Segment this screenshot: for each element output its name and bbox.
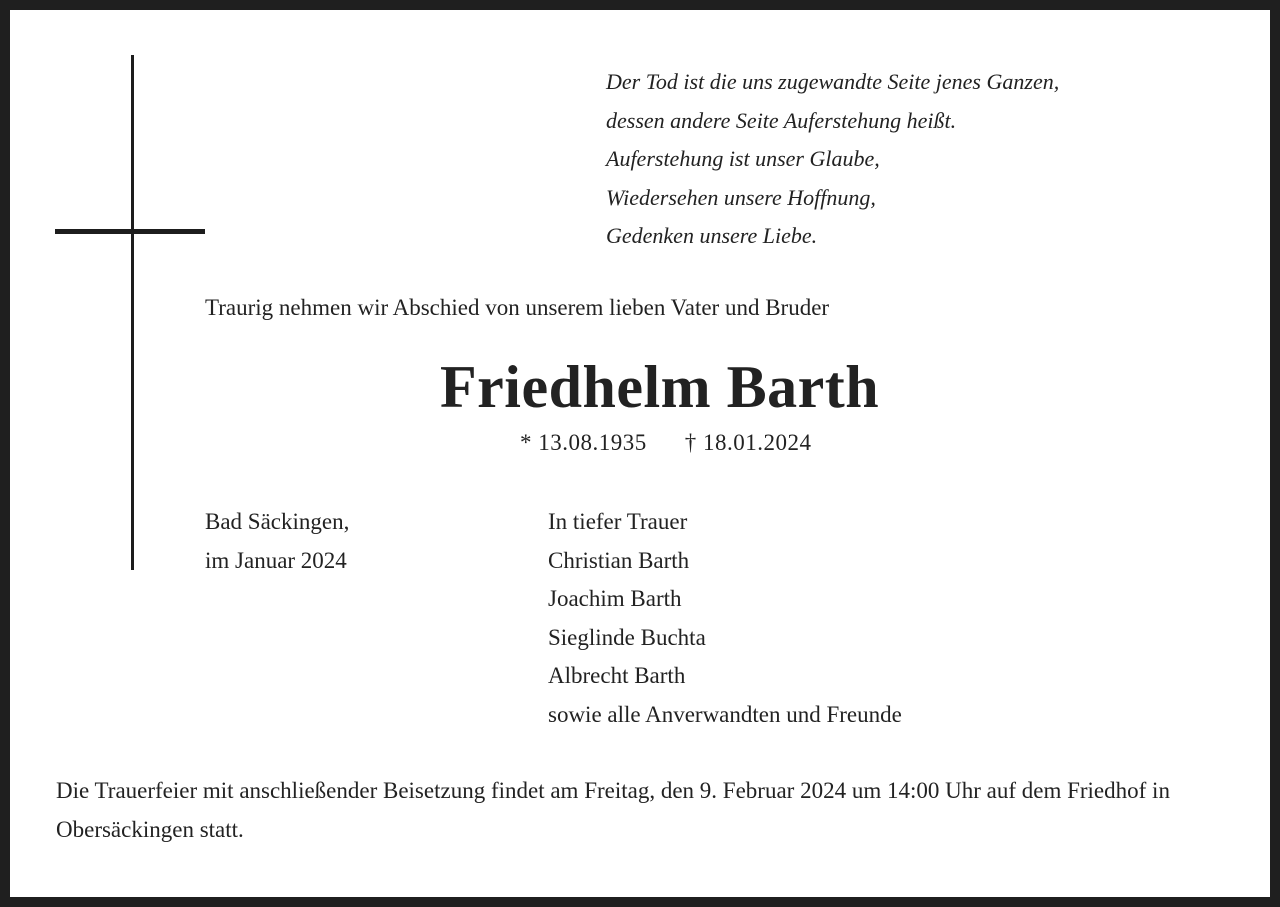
birth-date: * 13.08.1935 <box>520 430 647 455</box>
cross-vertical-bar <box>131 55 134 570</box>
quote-line: dessen andere Seite Auferstehung heißt. <box>606 107 957 133</box>
death-date: † 18.01.2024 <box>684 430 812 455</box>
funeral-notice: Die Trauerfeier mit anschließender Beisetzung findet am Freitag, den 9. Februar 2024 um 14:00 Uhr auf dem Friedhof in Obersäckingen statt. <box>56 778 1170 842</box>
place-line: Bad Säckingen, <box>205 509 350 534</box>
place-and-date <box>205 503 349 580</box>
mourners-list <box>548 503 902 735</box>
quote-line: Der Tod ist die uns zugewandte Seite jenes Ganzen, <box>606 69 1060 94</box>
life-dates <box>520 428 812 458</box>
deceased-name: Friedhelm Barth <box>440 354 880 420</box>
mourner-name: Albrecht Barth <box>548 663 686 689</box>
intro-text: Traurig nehmen wir Abschied von unserem lieben Vater und Bruder <box>205 295 830 320</box>
mourners-closing: sowie alle Anverwandten und Freunde <box>548 701 902 727</box>
memorial-quote <box>606 63 1059 256</box>
quote-line: Auferstehung ist unser Glaube, <box>606 146 880 172</box>
obituary-card <box>10 10 1270 897</box>
mourners-heading: In tiefer Trauer <box>548 509 688 534</box>
mourner-name: Sieglinde Buchta <box>548 624 706 650</box>
date-line: im Januar 2024 <box>205 547 347 573</box>
quote-line: Gedenken unsere Liebe. <box>606 223 818 249</box>
quote-line: Wiedersehen unsere Hoffnung, <box>606 184 876 210</box>
cross-horizontal-bar <box>55 229 205 234</box>
mourner-name: Christian Barth <box>548 547 690 573</box>
mourner-name: Joachim Barth <box>548 586 682 612</box>
